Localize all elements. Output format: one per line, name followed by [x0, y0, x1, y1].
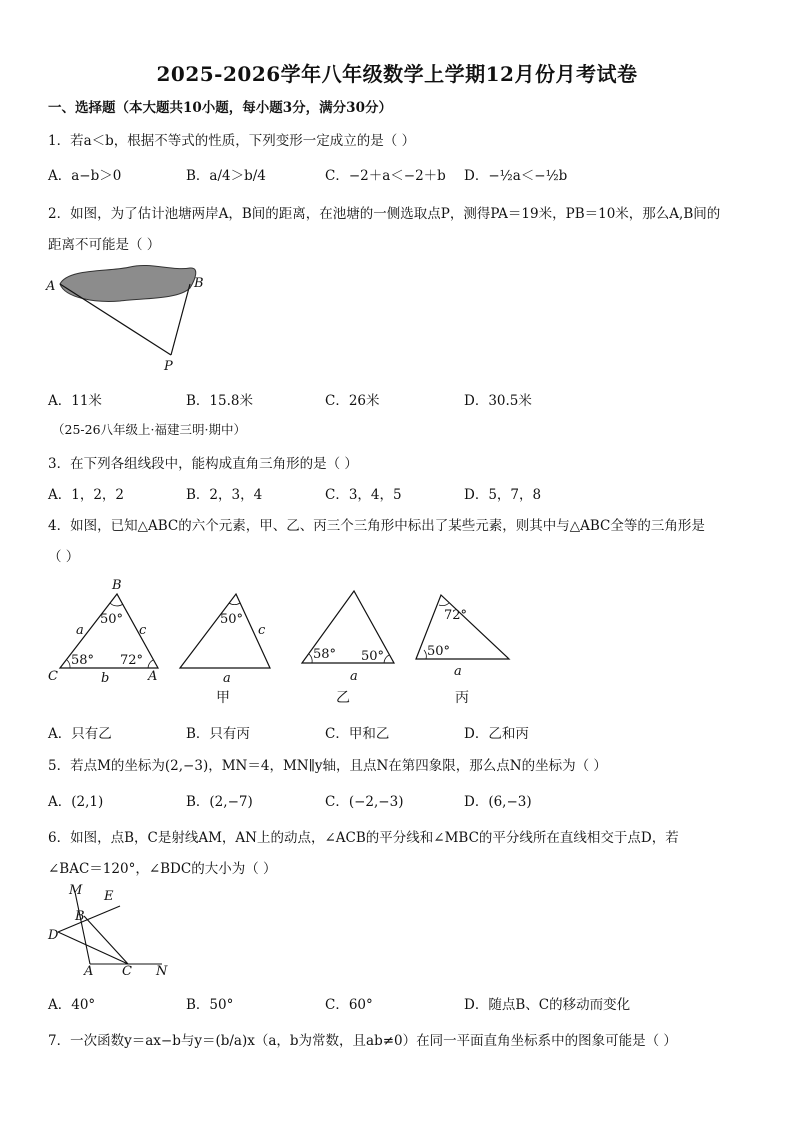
q2-option-b[interactable]: B．15.8米 — [186, 393, 253, 409]
label-d: D — [48, 928, 59, 943]
main-label-c: C — [48, 669, 58, 684]
jia-side-c: c — [258, 623, 266, 638]
q2-option-a[interactable]: A．11米 — [48, 393, 102, 409]
jia-angle: 50° — [220, 612, 244, 627]
question-6-stem-line1: 6．如图，点B，C是射线AM，AN上的动点，∠ACB的平分线和∠MBC的平分线所在直线相交于点D，若 — [48, 830, 679, 846]
main-angle-c: 58° — [71, 653, 95, 668]
label-p: P — [164, 359, 173, 374]
q3-option-c[interactable]: C．3，4，5 — [325, 487, 402, 503]
question-2-stem-line2: 距离不可能是（ ） — [48, 237, 161, 253]
bing-caption: 丙 — [455, 690, 469, 706]
label-e: E — [104, 889, 114, 904]
angle-bisector-figure — [40, 882, 180, 982]
yi-caption: 乙 — [336, 690, 350, 706]
main-label-a: A — [148, 669, 158, 684]
q5-option-b[interactable]: B．(2,−7) — [186, 794, 253, 810]
ray-am — [75, 892, 90, 964]
bing-side-a: a — [454, 664, 462, 679]
q6-option-a[interactable]: A．40° — [48, 997, 96, 1013]
q4-option-b[interactable]: B．只有丙 — [186, 726, 250, 742]
q1-option-d[interactable]: D．−½a＜−½b — [464, 168, 568, 184]
q5-option-a[interactable]: A．(2,1) — [48, 794, 104, 810]
q2-option-c[interactable]: C．26米 — [325, 393, 380, 409]
section-heading: 一、选择题（本大题共10小题，每小题3分，满分30分） — [48, 100, 392, 116]
pond-shape — [60, 265, 196, 301]
q1-option-c[interactable]: C．−2＋a＜−2＋b — [325, 168, 446, 184]
question-3-stem: 3．在下列各组线段中，能构成直角三角形的是（ ） — [48, 456, 358, 472]
jia-caption: 甲 — [216, 690, 230, 706]
main-side-a: a — [76, 623, 84, 638]
main-angle-b: 50° — [100, 612, 124, 627]
question-4-stem-line2: （ ） — [48, 549, 80, 565]
q6-option-b[interactable]: B．50° — [186, 997, 234, 1013]
question-source: （25-26八年级上·福建三明·期中） — [52, 422, 246, 437]
question-7-stem: 7．一次函数y＝ax−b与y＝(b/a)x（a，b为常数，且ab≠0）在同一平面直角坐标系中的图象可能是（ ） — [48, 1033, 677, 1049]
bing-angle-1: 72° — [444, 608, 468, 623]
q5-option-c[interactable]: C．(−2,−3) — [325, 794, 404, 810]
main-side-b: b — [101, 671, 110, 686]
page-title: 2025-2026学年八年级数学上学期12月份月考试卷 — [156, 62, 638, 86]
q6-option-c[interactable]: C．60° — [325, 997, 373, 1013]
q4-option-d[interactable]: D．乙和丙 — [464, 726, 529, 742]
q6-option-d[interactable]: D．随点B、C的移动而变化 — [464, 997, 631, 1013]
q1-option-b[interactable]: B．a/4＞b/4 — [186, 168, 266, 184]
q2-option-d[interactable]: D．30.5米 — [464, 393, 532, 409]
yi-side-a: a — [350, 669, 358, 684]
jia-side-a: a — [223, 671, 231, 686]
label-c: C — [122, 964, 132, 979]
q4-option-a[interactable]: A．只有乙 — [48, 726, 112, 742]
question-1-stem: 1．若a＜b，根据不等式的性质，下列变形一定成立的是（ ） — [48, 133, 416, 149]
main-side-c: c — [139, 623, 147, 638]
main-angle-a: 72° — [120, 653, 144, 668]
label-n: N — [156, 964, 168, 979]
q3-option-d[interactable]: D．5，7，8 — [464, 487, 542, 503]
q3-option-a[interactable]: A．1，2，2 — [48, 487, 125, 503]
label-m: M — [69, 883, 83, 898]
q1-option-a[interactable]: A．a−b＞0 — [48, 168, 122, 184]
line-de — [58, 906, 120, 932]
label-a: A — [84, 964, 94, 979]
question-5-stem: 5．若点M的坐标为(2,−3)，MN＝4，MN∥y轴，且点N在第四象限，那么点N的坐标为（ ） — [48, 758, 607, 774]
yi-angle-1: 58° — [313, 647, 337, 662]
label-a: A — [46, 279, 56, 294]
label-b: B — [194, 276, 204, 291]
segment-dc — [58, 932, 128, 964]
question-6-stem-line2: ∠BAC＝120°，∠BDC的大小为（ ） — [48, 861, 277, 877]
question-2-stem-line1: 2．如图，为了估计池塘两岸A，B间的距离，在池塘的一侧选取点P，测得PA＝19米，PB＝10米，那么A,B间的 — [48, 206, 721, 222]
question-4-stem-line1: 4．如图，已知△ABC的六个元素，甲、乙、丙三个三角形中标出了某些元素，则其中与△ABC全等的三角形是 — [48, 518, 705, 534]
triangles-figure — [40, 572, 520, 712]
segment-bc — [84, 916, 128, 964]
bing-angle-2: 50° — [427, 644, 451, 659]
q3-option-b[interactable]: B．2，3，4 — [186, 487, 263, 503]
main-label-b: B — [112, 578, 122, 593]
triangle-jia — [180, 594, 270, 668]
label-b: B — [75, 909, 85, 924]
yi-angle-2: 50° — [361, 649, 385, 664]
q5-option-d[interactable]: D．(6,−3) — [464, 794, 532, 810]
pond-figure — [40, 258, 220, 378]
q4-option-c[interactable]: C．甲和乙 — [325, 726, 390, 742]
